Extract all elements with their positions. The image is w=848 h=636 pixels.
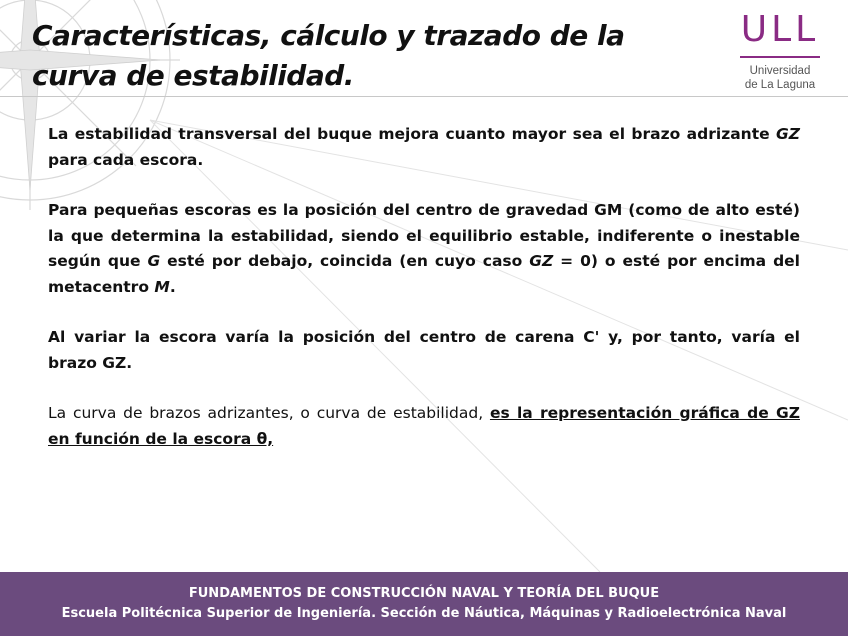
p2-text-a: Para pequeñas escoras es la posición del centro de gravedad GM (como de alto esté) la que determina la estabilidad, siendo el equilibrio estable, indiferente o inestable según que — [48, 201, 800, 270]
footer-school-name: Escuela Politécnica Superior de Ingeniería. Sección de Náutica, Máquinas y Radioelectrónica Naval — [61, 606, 787, 621]
p1-text-a: La estabilidad transversal del buque mejora cuanto mayor sea el brazo adrizante — [48, 125, 777, 143]
university-logo — [730, 8, 830, 96]
p2-m: M — [154, 277, 170, 296]
page-title: Características, cálculo y trazado de la curva de estabilidad. — [32, 19, 625, 92]
p2-text-e: = 0) o esté por encima del metacentro — [48, 252, 800, 296]
paragraph-3: Al variar la escora varía la posición del centro de carena C' y, por tanto, varía el brazo GZ. — [48, 328, 800, 372]
logo-mark: ULL — [740, 9, 820, 50]
p2-text-c: esté por debajo, coincida (en cuyo caso — [160, 252, 530, 270]
logo-text-line1: Universidad — [749, 65, 811, 77]
p4-text-a: La curva de brazos adrizantes, o curva de estabilidad, — [48, 404, 490, 422]
p2-gz: GZ — [529, 252, 554, 270]
paragraph-1 — [48, 122, 800, 173]
title-divider — [0, 96, 848, 97]
logo-text-line2: de La Laguna — [744, 79, 816, 91]
p1-gz: GZ — [776, 125, 800, 143]
p1-text-c: para cada escora. — [48, 150, 204, 169]
p4-underlined-definition: es la representación gráfica de GZ en función de la escora θ, — [48, 404, 800, 448]
p2-text-g: . — [169, 277, 176, 296]
logo-divider — [740, 56, 820, 58]
paragraph-2 — [48, 198, 800, 300]
paragraph-4 — [48, 401, 800, 452]
p2-g: G — [147, 252, 161, 270]
slide-body — [48, 122, 800, 477]
footer-course-title: FUNDAMENTOS DE CONSTRUCCIÓN NAVAL Y TEORÍA DEL BUQUE — [188, 586, 660, 601]
footer-bar — [0, 572, 848, 636]
